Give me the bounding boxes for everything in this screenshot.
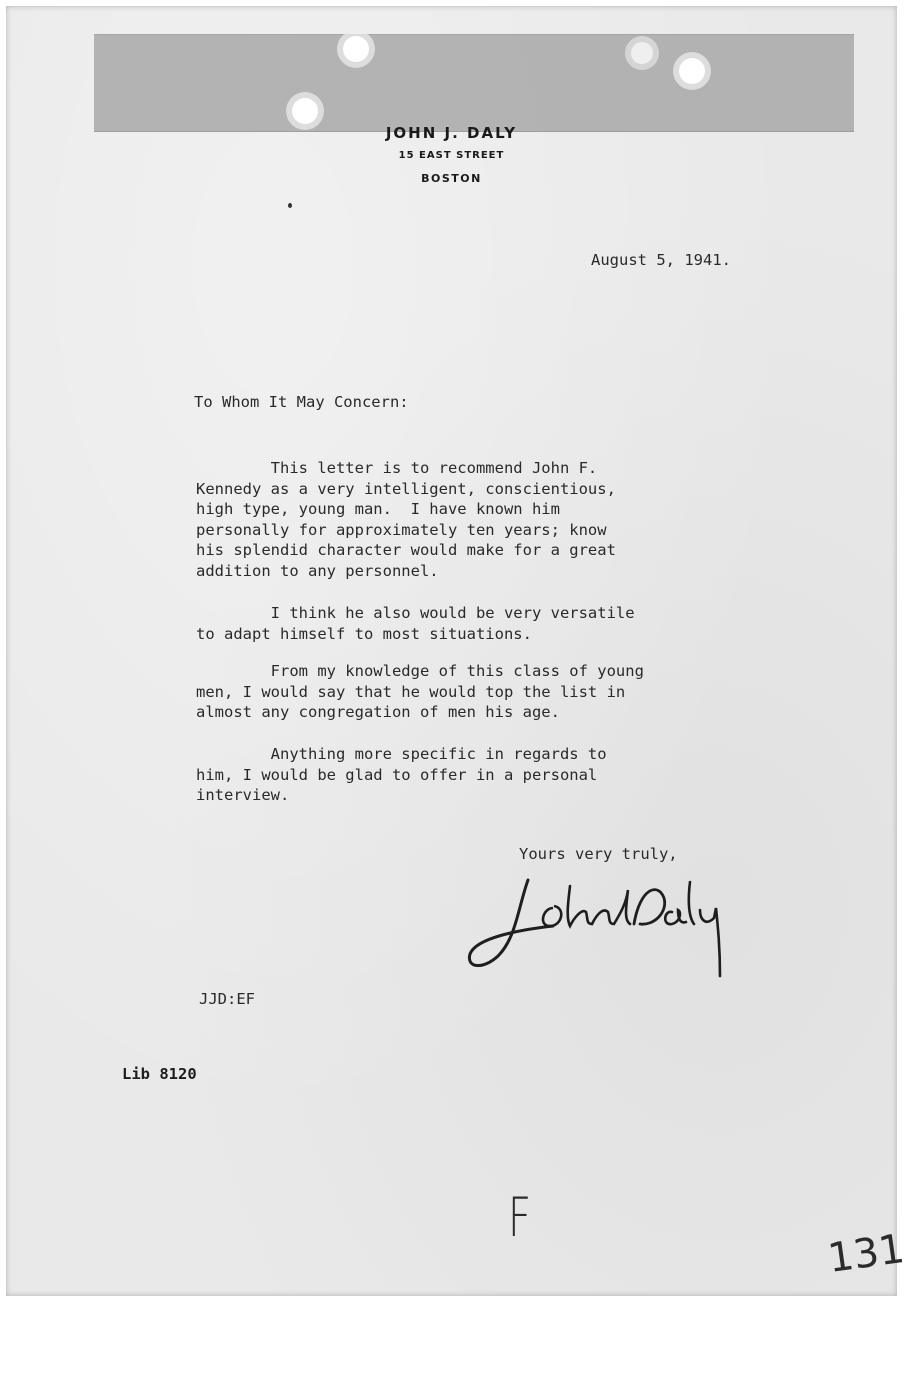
letter-salutation: To Whom It May Concern: (194, 393, 409, 411)
ink-speck (288, 203, 292, 208)
letterhead-city: BOSTON (421, 172, 482, 185)
adhesive-tape-strip (94, 34, 854, 132)
letter-sheet (6, 6, 907, 1296)
handwritten-letter-f: F (507, 1186, 532, 1249)
handwritten-signature (458, 868, 758, 988)
letterhead-name: JOHN J. DALY (385, 124, 518, 142)
letter-paragraph-1: This letter is to recommend John F. Kennedy as a very intelligent, conscientious, high type, young man. I have known him personally for approximately ten years; know his splendid character would make for a great addition to any personnel. (196, 459, 616, 580)
letter-date: August 5, 1941. (591, 251, 731, 269)
letter-paragraph-2: I think he also would be very versatile to adapt himself to most situations. (196, 604, 635, 643)
letterhead-street: 15 EAST STREET (398, 150, 505, 161)
punch-hole-left (343, 36, 369, 62)
letter-paragraph-3: From my knowledge of this class of young men, I would say that he would top the list in almost any congregation of men his age. (196, 662, 644, 721)
punch-hole-right (679, 58, 705, 84)
letter-closing: Yours very truly, (519, 845, 678, 863)
typist-initials: JJD:EF (199, 990, 255, 1008)
letter-paragraph-4: Anything more specific in regards to him, I would be glad to offer in a personal interview. (196, 745, 607, 804)
handwritten-page-number: 131 (825, 1225, 907, 1283)
library-number: Lib 8120 (122, 1065, 197, 1083)
punch-hole-mid (631, 42, 653, 64)
punch-hole-lower (292, 98, 318, 124)
